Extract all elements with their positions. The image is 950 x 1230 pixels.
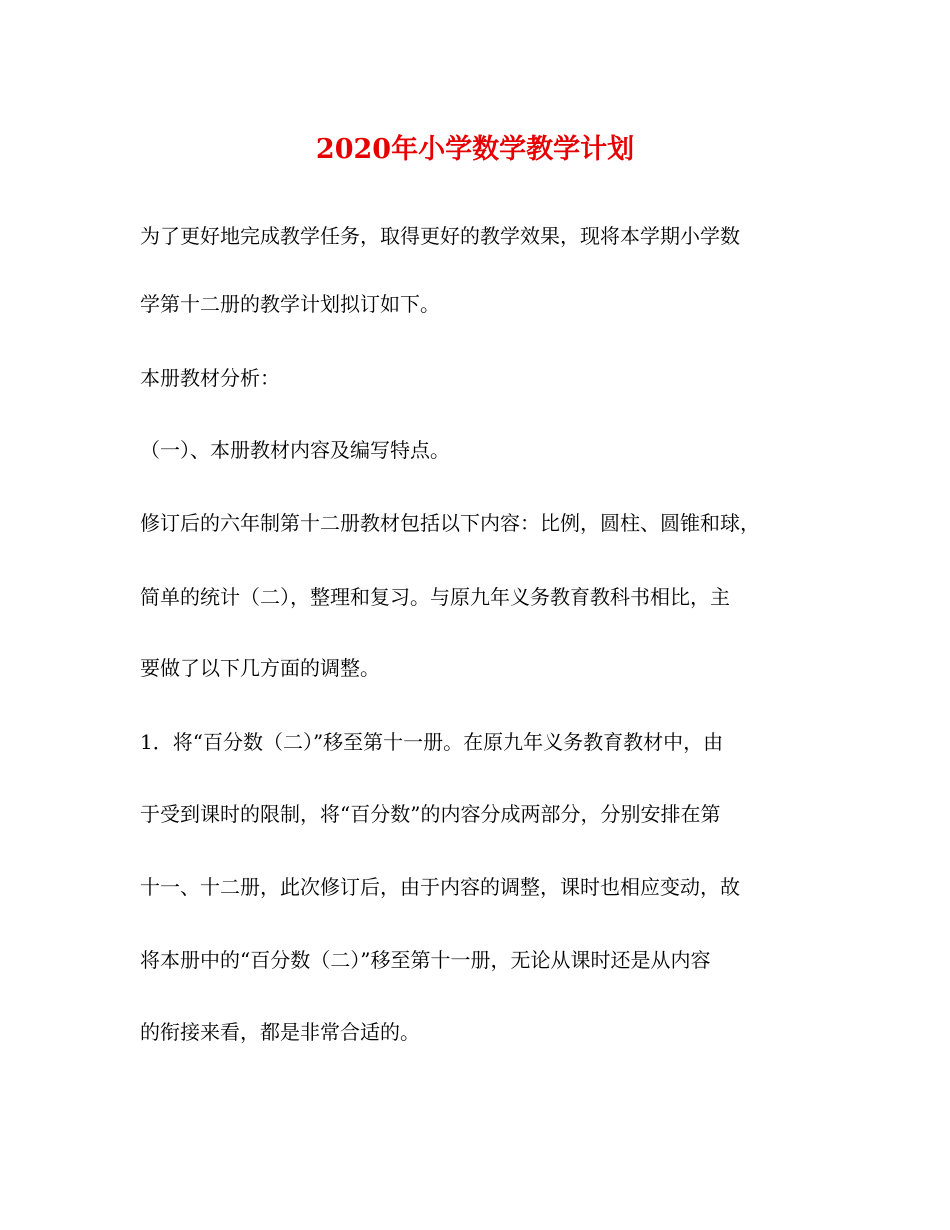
body-line: 将本册中的“百分数（二）”移至第十一册，无论从课时还是从内容	[140, 948, 711, 972]
body-line: 修订后的六年制第十二册教材包括以下内容：比例，圆柱、圆锥和球，	[140, 511, 760, 535]
body-line: 学第十二册的教学计划拟订如下。	[140, 292, 440, 316]
body-line: 于受到课时的限制，将“百分数”的内容分成两部分，分别安排在第	[140, 802, 721, 826]
body-line: 的衔接来看，都是非常合适的。	[140, 1020, 420, 1044]
body-line: 简单的统计（二），整理和复习。与原九年义务教育教科书相比，主	[140, 585, 730, 609]
body-line: 本册教材分析：	[140, 366, 280, 390]
document-title: 2020年小学数学教学计划	[315, 134, 635, 165]
body-line: 为了更好地完成教学任务，取得更好的教学效果，现将本学期小学数	[140, 224, 740, 248]
body-line: 十一、十二册，此次修订后，由于内容的调整，课时也相应变动，故	[140, 875, 740, 899]
body-line: （一）、本册教材内容及编写特点。	[140, 438, 450, 462]
body-line: 要做了以下几方面的调整。	[140, 656, 380, 680]
body-line: 1．将“百分数（二）”移至第十一册。在原九年义务教育教材中，由	[140, 730, 724, 754]
